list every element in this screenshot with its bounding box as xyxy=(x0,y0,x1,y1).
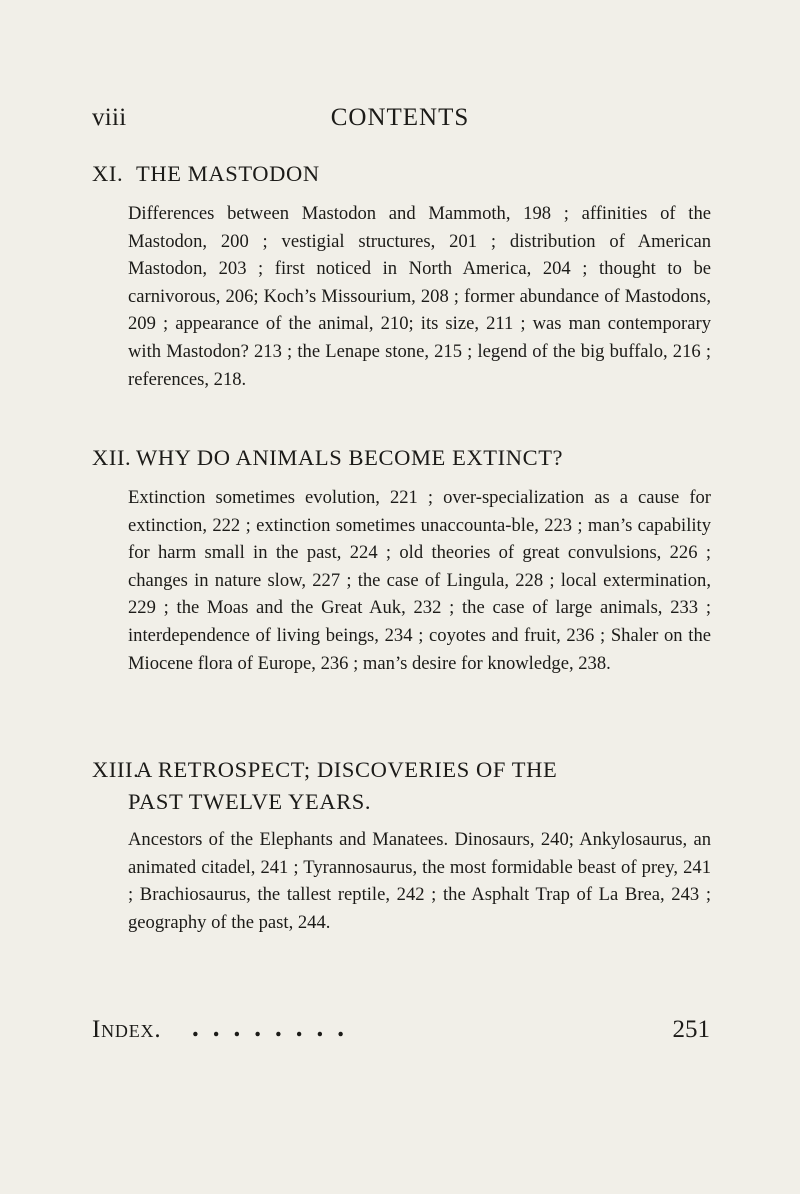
chapter-entry-xiii xyxy=(92,754,710,936)
chapter-heading xyxy=(92,754,710,818)
chapter-heading xyxy=(92,442,710,474)
chapter-heading xyxy=(92,158,710,190)
chapter-summary: Ancestors of the Elephants and Manatees. Dinosaurs, 240; Ankylosaurus, an animated citadel, 241 ; Tyrannosaurus, the most formidable beast of prey, 241 ; Brachiosaurus, the tallest reptile, 242 ; the Asphalt Trap of La Brea, 243 ; geography of the past, 244. xyxy=(128,829,711,933)
chapter-number: XII. xyxy=(92,445,132,470)
page-number: viii xyxy=(92,104,127,131)
chapter-title: WHY DO ANIMALS BECOME EXTINCT? xyxy=(136,445,564,470)
chapter-summary: Differences between Mastodon and Mammoth, 198 ; affinities of the Mastodon, 200 ; vestigial structures, 201 ; distribution of American Mastodon, 203 ; first noticed in North America, 204 ; thought to be carnivorous, 206; Koch’s Missourium, 208 ; former abundance of Mastodons, 209 ; appearance of the animal, 210; its size, 211 ; was man contemporary with Mastodon? 213 ; the Lenape stone, 215 ; legend of the big buffalo, 216 ; references, 218. xyxy=(128,203,711,390)
chapter-title-line-1: A RETROSPECT; DISCOVERIES OF THE xyxy=(136,757,558,782)
page-header xyxy=(0,104,800,140)
chapter-entry-xii xyxy=(92,442,710,677)
index-label: Index. xyxy=(92,1016,162,1043)
chapter-title-line-2: PAST TWELVE YEARS. xyxy=(128,789,372,814)
chapter-entry-xi xyxy=(92,158,710,393)
chapter-title: THE MASTODON xyxy=(136,161,320,186)
chapter-number: XI. xyxy=(92,161,124,186)
chapter-summary: Extinction sometimes evolution, 221 ; over-specialization as a cause for extinction, 222 ; extinction sometimes unaccounta-ble, 223 ; man’s capability for harm small in the past, 224 ; old theories of great convulsions, 226 ; changes in nature slow, 227 ; the case of Lingula, 228 ; local extermination, 229 ; the Moas and the Great Auk, 232 ; the case of large animals, 233 ; interdependence of living beings, 234 ; coyotes and fruit, 236 ; Shaler on the Miocene flora of Europe, 236 ; man’s desire for knowledge, 238. xyxy=(128,487,711,674)
index-entry xyxy=(92,1012,710,1052)
running-title: CONTENTS xyxy=(330,104,470,131)
dot-leader: ........ xyxy=(192,1012,358,1042)
index-page-number: 251 xyxy=(672,1016,710,1043)
chapter-number: XIII. xyxy=(92,757,140,782)
